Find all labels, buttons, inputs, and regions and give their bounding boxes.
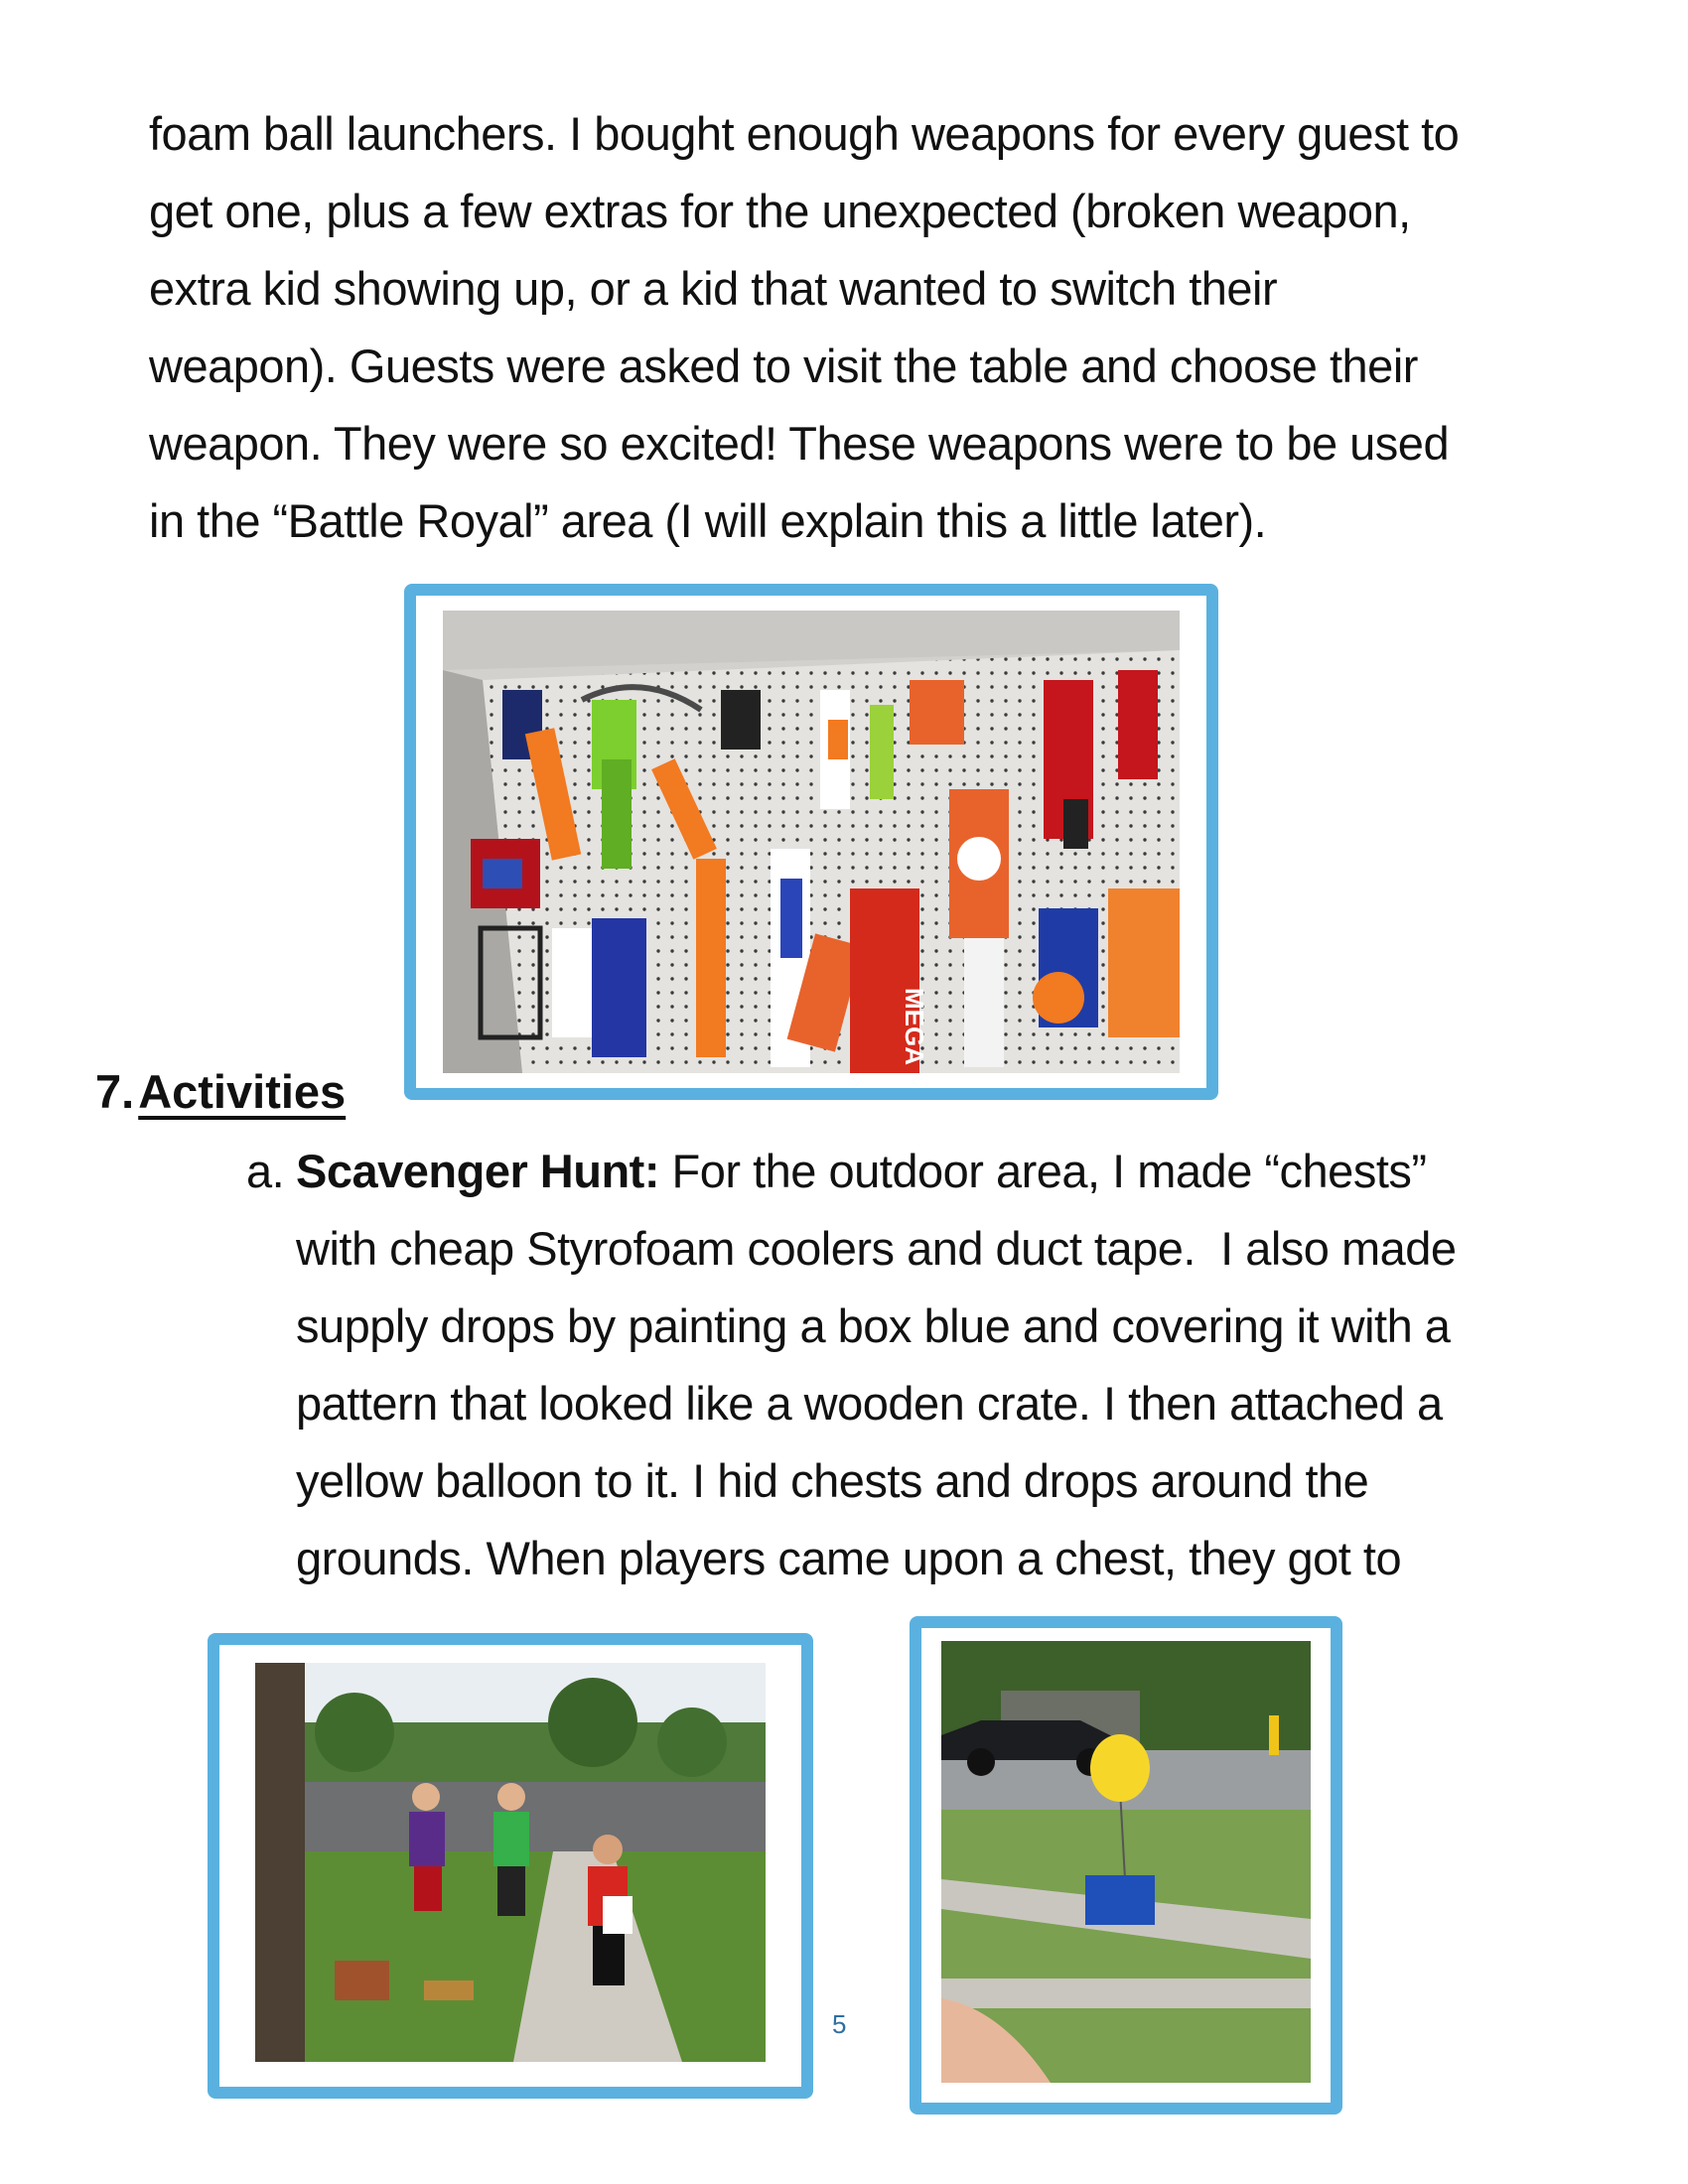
scavenger-line: yellow balloon to it. I hid chests and drops around the [296, 1454, 1369, 1507]
intro-line: weapon). Guests were asked to visit the table and choose their [149, 340, 1418, 392]
intro-line: in the “Battle Royal” area (I will explain this a little later). [149, 494, 1267, 547]
scavenger-hunt-paragraph [246, 1133, 1457, 1597]
scavenger-first-line [246, 1133, 1457, 1210]
intro-line: extra kid showing up, or a kid that wanted to switch their [149, 262, 1278, 315]
nerf-rack-photo [404, 584, 1218, 1100]
nerf-rack-image [443, 611, 1180, 1073]
intro-line: weapon. They were so excited! These weapons were to be used [149, 417, 1450, 470]
intro-line: foam ball launchers. I bought enough weapons for every guest to [149, 107, 1460, 160]
scavenger-line: pattern that looked like a wooden crate. I then attached a [296, 1377, 1443, 1430]
scavenger-line: supply drops by painting a box blue and covering it with a [296, 1299, 1451, 1352]
scavenger-line: grounds. When players came upon a chest, they got to [296, 1532, 1402, 1584]
intro-line: get one, plus a few extras for the unexpected (broken weapon, [149, 185, 1411, 237]
kids-outdoors-image [255, 1663, 766, 2062]
section-heading [95, 1053, 346, 1131]
scavenger-label: Scavenger Hunt: [296, 1145, 659, 1197]
list-marker: a. [246, 1145, 285, 1197]
section-number: 7. [95, 1065, 135, 1118]
scavenger-line: with cheap Styrofoam coolers and duct tape. I also made [296, 1222, 1457, 1275]
section-title: Activities [138, 1065, 347, 1118]
scavenger-first-line-rest: For the outdoor area, I made “chests” [658, 1145, 1427, 1197]
blaster-brand-label: MEGA [900, 988, 929, 1065]
balloon-supply-drop-image [941, 1641, 1311, 2083]
scavenger-kids-photo [208, 1633, 813, 2099]
page-number: 5 [832, 2009, 847, 2039]
intro-paragraph [149, 95, 1459, 560]
supply-drop-photo [910, 1616, 1342, 2115]
